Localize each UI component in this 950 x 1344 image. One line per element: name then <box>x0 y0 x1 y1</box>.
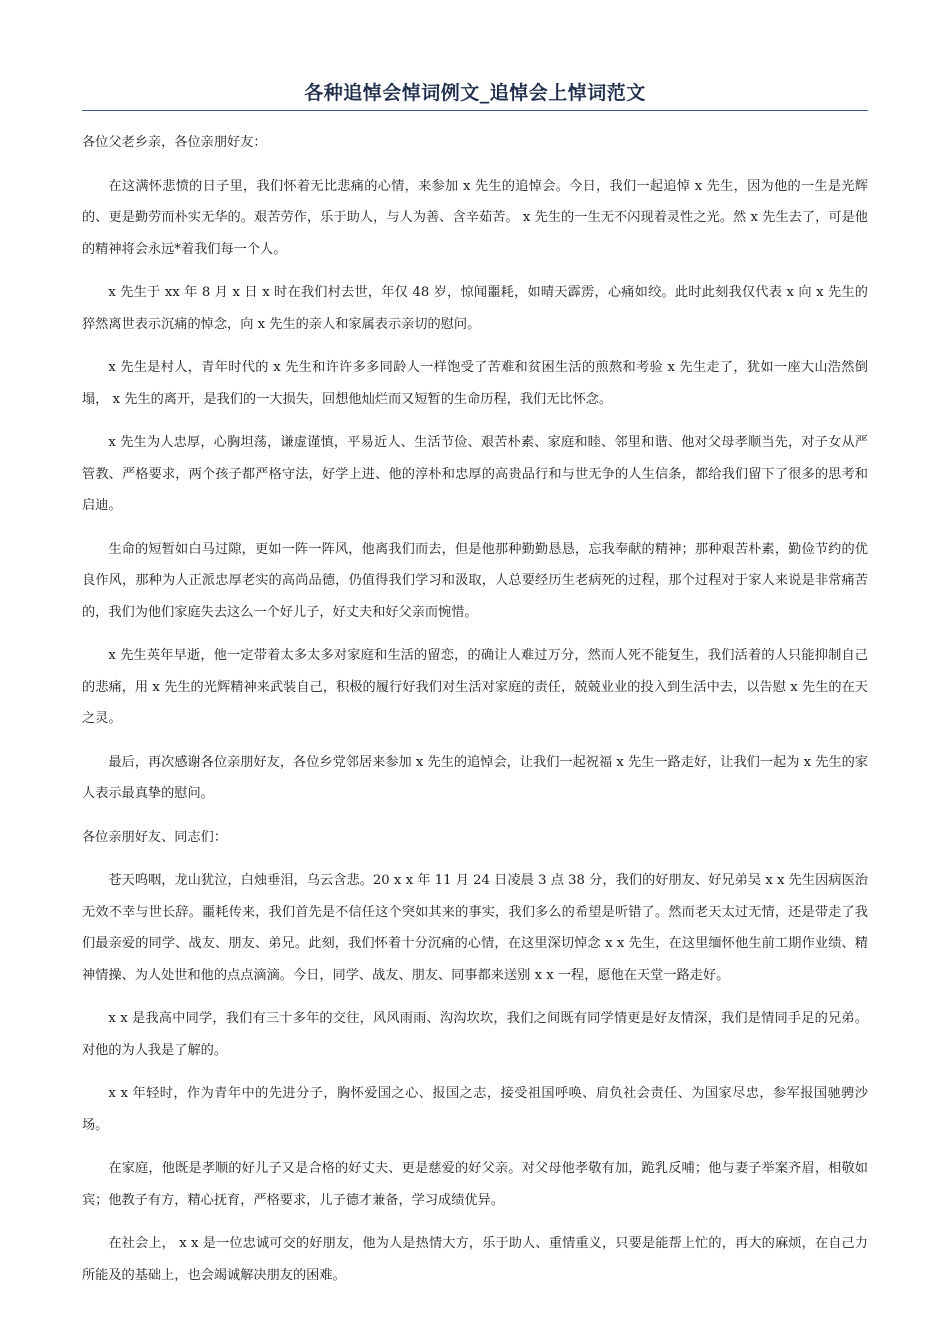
body-paragraph: x x 年轻时，作为青年中的先进分子，胸怀爱国之心、报国之志，接受祖国呼唤、肩负社会责任、为国家尽忠，参军报国驰骋沙场。 <box>82 1086 868 1133</box>
body-paragraph: x 先生是村人，青年时代的 x 先生和许许多多同龄人一样饱受了苦难和贫困生活的煎熬和考验 x 先生走了，犹如一座大山浩然倒塌， x 先生的离开，是我们的一大损失，回想他灿烂而又短暂的生命历程，我们无比怀念。 <box>82 360 868 407</box>
document-title: 各种追悼会悼词例文_追悼会上悼词范文 <box>304 82 646 104</box>
body-paragraph: x 先生于 xx 年 8 月 x 日 x 时在我们村去世，年仅 48 岁，惊闻噩耗，如晴天霹雳，心痛如绞。此时此刻我仅代表 x 向 x 先生的猝然离世表示沉痛的悼念，向 x 先生的亲人和家属表示亲切的慰问。 <box>82 285 868 332</box>
title-underline <box>82 110 868 111</box>
body-paragraph: x x 是我高中同学，我们有三十多年的交往，风风雨雨、沟沟坎坎，我们之间既有同学情更是好友情深，我们是情同手足的兄弟。对他的为人我是了解的。 <box>82 1011 868 1058</box>
body-paragraph: x 先生为人忠厚，心胸坦荡，谦虚谨慎，平易近人、生活节俭、艰苦朴素、家庭和睦、邻里和谐、他对父母孝顺当先，对子女从严管教、严格要求，两个孩子都严格守法，好学上进、他的淳朴和忠厚的高贵品行和与世无争的人生信条，都给我们留下了很多的思考和启迪。 <box>82 435 868 513</box>
body-paragraph: 在社会上， x x 是一位忠诚可交的好朋友，他为人是热情大方，乐于助人、重情重义，只要是能帮上忙的，再大的麻烦，在自己力所能及的基础上，也会竭诚解决朋友的困难。 <box>82 1236 868 1283</box>
body-paragraph: 在这满怀悲愤的日子里，我们怀着无比悲痛的心情，来参加 x 先生的追悼会。今日，我们一起追悼 x 先生，因为他的一生是光辉的、更是勤劳而朴实无华的。艰苦劳作，乐于助人，与人为善、含辛茹苦。 x 先生的一生无不闪现着灵性之光。然 x 先生去了，可是他的精神将会永远*着我们每一个人。 <box>82 178 868 257</box>
salutation-1: 各位父老乡亲，各位亲朋好友： <box>82 135 267 150</box>
body-paragraph: x 先生英年早逝，他一定带着太多太多对家庭和生活的留恋，的确让人难过万分，然而人死不能复生，我们活着的人只能抑制自己的悲痛，用 x 先生的光辉精神来武装自己，积极的履行好我们对生活对家庭的责任，兢兢业业的投入到生活中去，以告慰 x 先生的在天之灵。 <box>82 648 868 726</box>
body-paragraph: 在家庭，他既是孝顺的好儿子又是合格的好丈夫、更是慈爱的好父亲。对父母他孝敬有加，跪乳反哺；他与妻子举案齐眉，相敬如宾；他教子有方，精心抚育，严格要求，儿子德才兼备，学习成绩优异。 <box>82 1161 868 1208</box>
document-page <box>82 78 868 1303</box>
body-paragraph: 生命的短暂如白马过隙，更如一阵一阵风，他离我们而去，但是他那种勤勤恳恳，忘我奉献的精神；那种艰苦朴素，勤俭节约的优良作风，那种为人正派忠厚老实的高尚品德，仍值得我们学习和汲取，人总要经历生老病死的过程，那个过程对于家人来说是非常痛苦的，我们为他们家庭失去这么一个好儿子，好丈夫和好父亲而惋惜。 <box>82 541 868 620</box>
salutation-2: 各位亲朋好友、同志们： <box>82 829 228 845</box>
body-paragraph: 最后，再次感谢各位亲朋好友，各位乡党邻居来参加 x 先生的追悼会，让我们一起祝福 x 先生一路走好，让我们一起为 x 先生的家人表示最真挚的慰问。 <box>82 754 868 801</box>
body-paragraph: 苍天呜咽，龙山犹泣，白烛垂泪，乌云含悲。20 x x 年 11 月 24 日凌晨 3 点 38 分，我们的好朋友、好兄弟吴 x x 先生因病医治无效不幸与世长辞。噩耗传来，我们首先是不信任这个突如其来的事实，我们多么的希望是听错了。然而老天太过无情，还是带走了我们最亲爱的同学、战友、朋友、弟兄。此刻，我们怀着十分沉痛的心情，在这里深切悼念 x x 先生，在这里缅怀他生前工期作业绩、精神情操、为人处世和他的点点滴滴。今日，同学、战友、朋友、同事都来送别 x x 一程，愿他在天堂一路走好。 <box>82 873 868 983</box>
